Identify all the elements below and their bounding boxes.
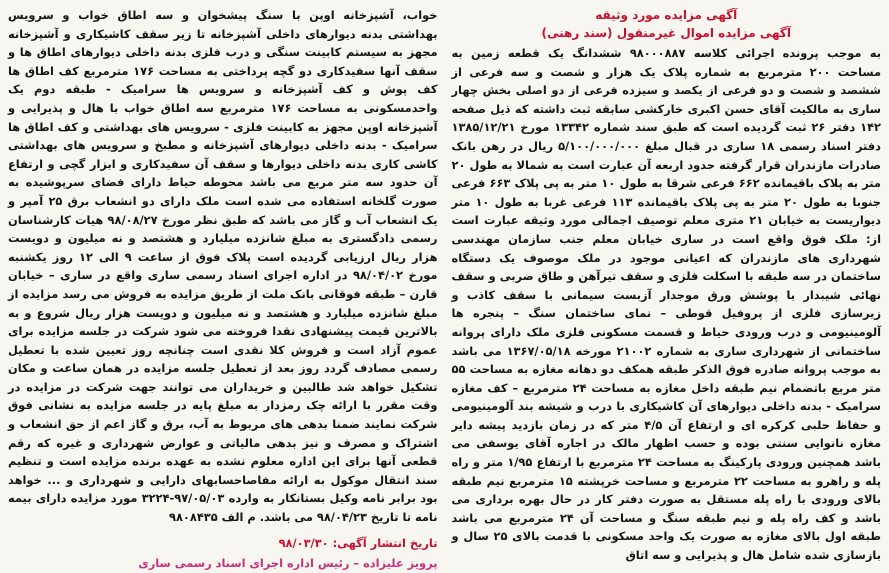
heading-title-2: آگهی مزایده اموال غیرمنقول (سند رهنی) [541, 26, 791, 40]
signature: پرویز علیزاده – رئیس اداره اجرای اسناد رسمی ساری [138, 555, 438, 570]
right-column [452, 6, 882, 567]
heading-title-1: آگهی مزایده مورد وثیقه [595, 8, 738, 22]
left-column-body: خواب، آشپزخانه اوپن با سنگ پیشخوان و سه اطاق خواب و سرویس بهداشتی بدنه دیوارهای داخلی آشپزخانه تا زیر سقف کاشیکاری و آشپزخانه مجهز به سیستم کابینت سنگی و درب فلزی بدنه داخلی دیوارهای اطاق ها و سقف آنها سفیدکاری دو گچه پرداختی به مساحت ۱۷۶ مترمربع کف اطاق ها کف پوش و کف آشپزخانه و سرویس ها سرامیک - طبقه دوم یک واحدمسکونی به مساحت ۱۷۶ مترمربع سه اطاق خواب با هال و پذیرایی و آشپزخانه اوپن مجهز به کابینت فلزی - سرویس های بهداشتی و کف اطاق ها سرامیک - بدنه داخلی دیوارهای آشپزخانه و مطبخ و سرویس های بهداشتی کاشی کاری بدنه داخلی دیوارها و سقف آن سفیدکاری و ابزار گچی و ارتفاع آن حدود سه متر مربع می باشد محوطه حیاط دارای فضای سرپوشیده به صورت گلخانه استفاده می شده است ملک دارای دو انشعاب برق ۲۵ آمپر و یک انشعاب آب و گاز می باشد که طبق نظر مورخ ۹۸/۰۸/۲۷ هیات کارشناسان رسمی دادگستری به مبلغ شانزده میلیارد و هشتصد و نه میلیون و دویست هزار ریال ارزیابی گردیده است پلاک فوق از ساعت ۹ الی ۱۲ روز یکشنبه مورخ ۹۸/۰۴/۰۲ در اداره اجرای اسناد رسمی ساری واقع در ساری – خیابان قارن – طبقه فوقانی بانک ملت از طریق مزایده به فروش می رسد مزایده از مبلغ شانزده میلیارد و هشتصد و نه میلیون و دویست هزار ریال شروع و به بالاترین قیمت پیشنهادی نقدا فروخته می شود شرکت در جلسه مزایده برای عموم آزاد است و فروش کلا نقدی است چنانچه روز تعیین شده با تعطیل رسمی مصادف گردد روز بعد از تعطیل جلسه مزایده در همان ساعت و مکان تشکیل خواهد شد طالبین و خریداران می توانند جهت شرکت در مزایده در وقت مقرر با ارائه چک رمزدار به مبلغ پایه در جلسه مزایده به نشانی فوق شرکت نمایند ضمنا بدهی های مربوط به آب، برق و گاز اعم از حق انشعاب و اشتراک و مصرف و نیز بدهی مالیاتی و عوارض شهرداری و غیره که رقم قطعی آنها برای این اداره معلوم نشده به عهده برنده مزایده است و تنظیم سند انتقال موکول به ارائه مفاصاحسابهای دارایی و شهرداری و ... خواهد بود برابر نامه وکیل بستانکار به وارده ۹۷/۰۵/۰۳-۳۲۲۴ مورد مزایده دارای بیمه نامه تا تاریخ ۹۸/۰۴/۲۳ می باشد. م الف ۹۸۰۸۴۳۵ [8, 8, 438, 525]
announcement-heading [452, 6, 882, 42]
publish-date: تاریخ انتشار آگهی: ۹۸/۰۳/۳۰ [278, 535, 438, 550]
left-column [8, 6, 438, 570]
announcement-footer [8, 533, 438, 573]
right-column-body: به موجب پرونده اجرائی کلاسه ۹۸۰۰۰۸۸۷ ششدانگ یک قطعه زمین به مساحت ۲۰۰ مترمربع به شماره پلاک یک هزار و شصت و سه فرعی از ششصد و شصت و دو فرعی از یکصد و سیزده فرعی از دو اصلی بخش چهار ساری به مالکیت آقای حسن اکبری خارکشی سابقه ثبت داشته که ذیل صفحه ۱۴۲ دفتر ۲۶ ثبت گردیده است که طبق سند شماره ۱۳۳۴۲ مورخ ۱۳۸۵/۱۲/۲۱ دفتر اسناد رسمی ۱۸ ساری در قبال مبلغ ۵/۱۰۰/۰۰۰/۰۰۰ ریال در رهن بانک صادرات مازندران قرار گرفته حدود اربعه آن عبارت است به شمالا به طول ۲۰ متر به پلاک باقیمانده ۶۶۲ فرعی شرقا به طول ۱۰ متر به پی پلاک ۶۶۳ فرعی جنوبا به طول ۲۰ متر به پی پلاک باقیمانده ۱۱۳ فرعی غربا به طول ۱۰ متر دیواریست به خیابان ۲۱ متری معلم توصیف اجمالی مورد وثیقه عبارت است از: ملک فوق واقع است در ساری خیابان معلم جنب سازمان مهندسی شهرداری های مازندران که اعیانی موجود در ملک موصوف یک دستگاه ساختمان در سه طبقه با اسکلت فلزی و سقف تیرآهن و طاق ضربی و سقف نهائی شیبدار با پوشش ورق موجدار آزبست سیمانی با سقف کاذب و زیرسازی فلزی از پروفیل قوطی – نمای ساختمان سنگ – پنجره ها آلومینیومی و درب ورودی حیاط و قسمت مسکونی فلزی ملک دارای پروانه ساختمانی از شهرداری ساری به شماره ۲۱۰۰۲ مورخه ۱۳۶۷/۰۵/۱۸ می باشد به موجب پروانه صادره فوق الذکر طبقه همکف دو دهانه مغازه به مساحت ۵۵ متر مربع باتضمام نیم طبقه داخل مغازه به مساحت ۲۴ مترمربع – کف مغازه سرامیک - بدنه داخلی دیوارهای آن کاشیکاری با درب و شیشه بند آلومینیومی و حفاظ حلبی کرکره ای و ارتفاع آن ۴/۵ متر که در زمان بازدید پیشه دایر مغازه نانوایی سنتی بوده و حسب اظهار مالک در اجاره آقای یوسفی می باشد همچنین ورودی پارکینگ به مساحت ۲۴ مترمربع با ارتفاع ۱/۹۵ متر و راه پله و راهرو به مساحت ۲۲ مترمربع و مساحت خرپشته ۱۵ مترمربع نیم طبقه بالای ورودی با راه پله مستقل به صورت دفتر کار در حال بهره برداری می باشد و کف راه پله و نیم طبقه سنگ و مساحت آن ۲۴ مترمربع می باشد طبقه اول بالای مغازه به صورت یک واحد مسکونی با قدمت بالای ۲۵ سال و بازسازی شده شامل هال و پذیرایی و سه اتاق [451, 46, 882, 563]
